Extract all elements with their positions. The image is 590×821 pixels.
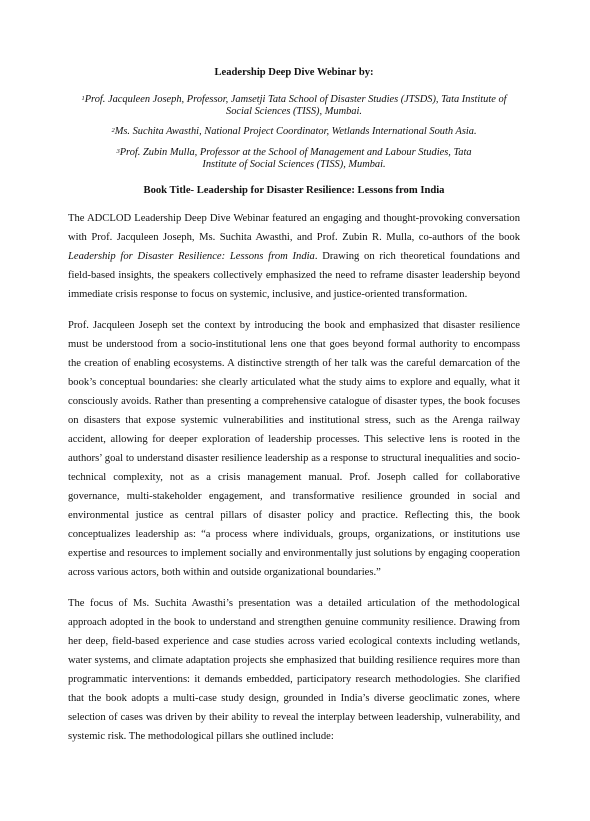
affiliation-1-text: Prof. Jacquleen Joseph, Professor, Jamsetji Tata School of Disaster Studies (JTSDS), Tata Institute of Social Sciences (TISS), Mumbai. — [84, 94, 507, 118]
affiliation-1 — [68, 94, 520, 118]
affiliation-1-sup: 1 — [81, 95, 85, 102]
document-title: Leadership Deep Dive Webinar by: — [214, 67, 374, 78]
affiliation-3-sup: 3 — [116, 147, 120, 155]
affiliation-2-sup: 2 — [111, 127, 115, 135]
paragraph-awasthi: The focus of Ms. Suchita Awasthi’s presentation was a detailed articulation of the methodological approach adopted in the book to understand and strengthen genuine community resilience. Drawing from her deep, field-based experience and case studies across varied ecological contexts including wetlands, water systems, and climate adaptation projects she emphasized that building resilience requires more than programmatic interventions: it demands embedded, participatory research methodologies. She clarified that the book adopts a multi-case study design, grounded in India’s diverse geoclimatic zones, where selection of cases was driven by their ability to reveal the interplay between leadership, vulnerability, and systemic risk. The methodological pillars she outlined include: — [68, 598, 520, 743]
paragraph-intro-part-a: The ADCLOD Leadership Deep Dive Webinar featured an engaging and thought-provoking conversation with Prof. Jacquleen Joseph, Ms. Suchita Awasthi, and Prof. Zubin R. Mulla, co-authors of the book — [68, 213, 520, 244]
paragraph-joseph: Prof. Jacquleen Joseph set the context by introducing the book and emphasized that disaster resilience must be understood from a socio-institutional lens one that goes beyond formal authority to encompass the creation of enabling ecosystems. A distinctive strength of her talk was the careful demarcation of the book’s conceptual boundaries: she clearly articulated what the study aims to explore and equally, what it consciously avoids. Rather than presenting a comprehensive catalogue of disaster types, the book focuses on disasters that expose systemic vulnerabilities and institutional stress, such as the Arenga railway accident, allowing for deeper exploration of leadership processes. This selective lens is rooted in the authors’ goal to understand disaster resilience leadership as a response to structural inequalities and socio-technical complexity, not as a crisis management manual. Prof. Joseph called for collaborative governance, multi-stakeholder engagement, and transformative resilience grounded in social and environmental justice as central pillars of disaster policy and practice. Reflecting this, the book conceptualizes leadership as: “a process where individuals, groups, organizations, or institutions use expertise and resources to implement socially and environmentally just solutions by engaging cooperation across various actors, both within and outside organizational boundaries.” — [68, 320, 520, 579]
book-title: Book Title- Leadership for Disaster Resilience: Lessons from India — [143, 185, 445, 197]
affiliation-3-text: Prof. Zubin Mulla, Professor at the School of Management and Labour Studies, Tata Institute of Social Sciences (TISS), Mumbai. — [119, 146, 472, 170]
paragraph-intro-part-b: . Drawing on rich theoretical foundations and field-based insights, the speakers collectively emphasized the need to reframe disaster leadership beyond immediate crisis response to focus on systemic, inclusive, and justice-oriented transformation. — [68, 251, 520, 301]
affiliation-2-text: Ms. Suchita Awasthi, National Project Coordinator, Wetlands International South Asia. — [114, 126, 477, 138]
document-page — [68, 66, 520, 758]
affiliation-3 — [68, 147, 520, 171]
paragraph-intro — [68, 209, 520, 304]
book-name-italic: Leadership for Disaster Resilience: Lessons from India — [68, 251, 315, 263]
affiliation-2 — [68, 126, 520, 138]
